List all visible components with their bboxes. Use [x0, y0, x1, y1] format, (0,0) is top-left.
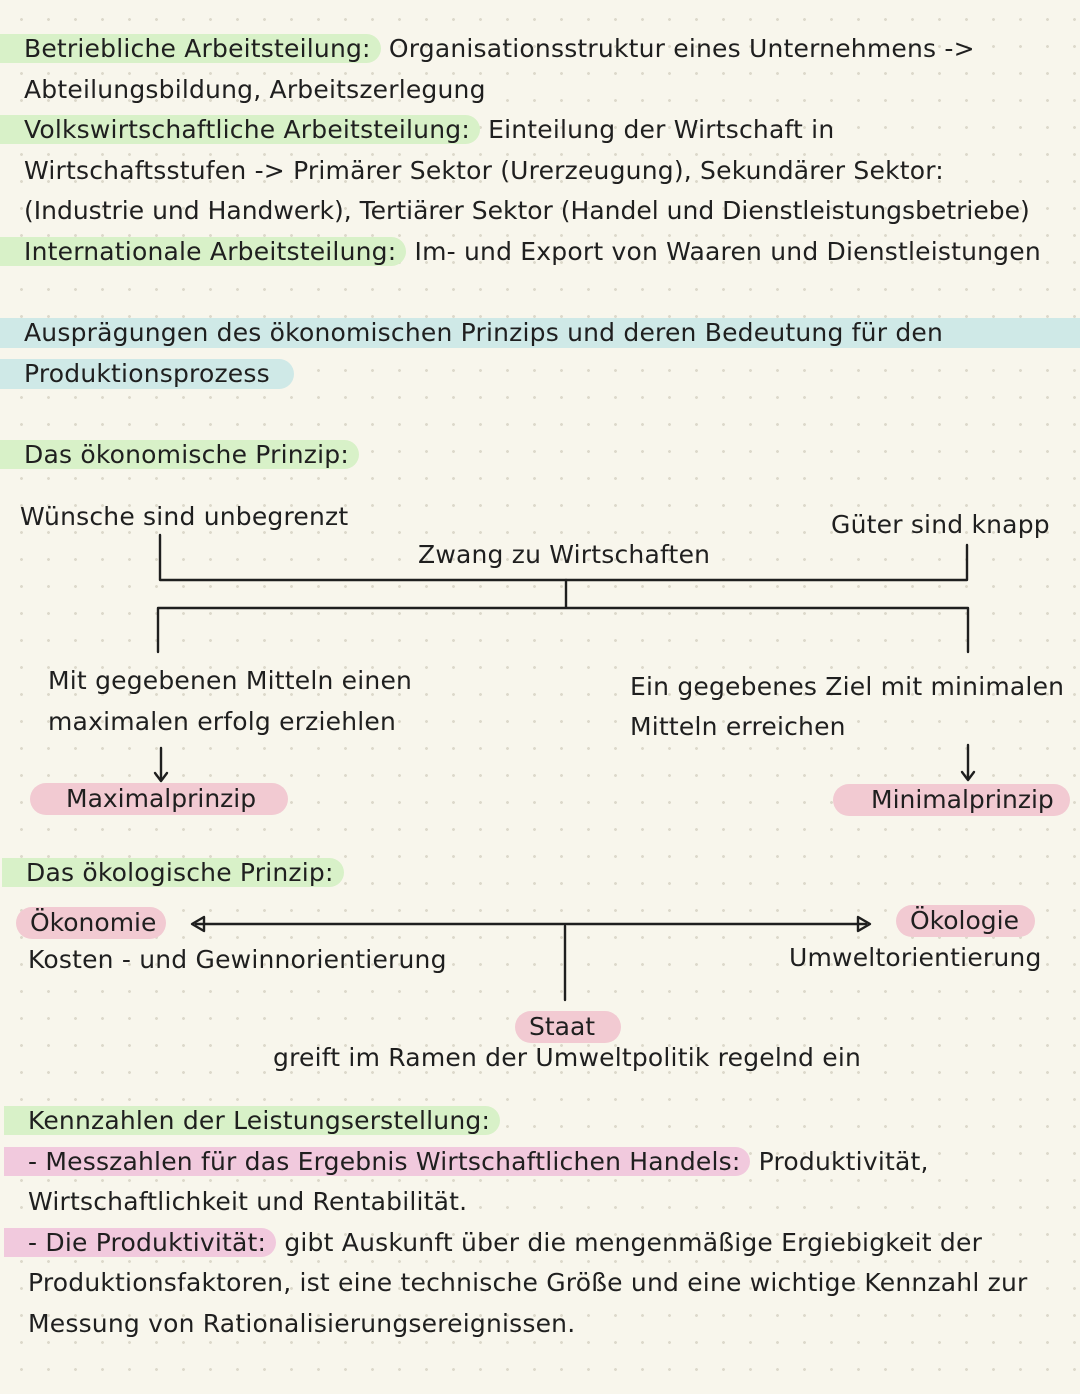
gueter-label: Güter sind knapp — [831, 510, 1050, 539]
kennzahlen-title: Kennzahlen der Leistungserstellung: — [4, 1106, 500, 1135]
oekonomisch-title: Das ökonomische Prinzip: — [0, 440, 359, 469]
staat-desc: greift im Ramen der Umweltpolitik regelnd ein — [273, 1043, 862, 1072]
minimalprinzip-label: Minimalprinzip — [833, 784, 1070, 816]
oekologie-desc: Umweltorientierung — [789, 943, 1042, 972]
zwang-label: Zwang zu Wirtschaften — [418, 540, 711, 569]
bottom-bracket-line — [158, 608, 968, 652]
text-internationale: Im- und Export von Waaren und Dienstleistungen — [406, 237, 1041, 266]
term-volkswirtschaftliche: Volkswirtschaftliche Arbeitsteilung: — [0, 115, 480, 144]
text-betriebliche: Organisationsstruktur eines Unternehmens -> — [380, 34, 975, 63]
text-messzahlen: Produktivität, — [750, 1147, 929, 1176]
text-volkswirtschaftliche: Einteilung der Wirtschaft in — [479, 115, 835, 144]
term-produktivitaet: - Die Produktivität: — [4, 1228, 276, 1257]
produktivitaet-line-2: Produktionsfaktoren, ist eine technische Größe und eine wichtige Kennzahl zur — [28, 1268, 1028, 1297]
maximal-desc-2: maximalen erfolg erziehlen — [48, 707, 397, 736]
sektoren-line-1: Wirtschaftsstufen -> Primärer Sektor (Urerzeugung), Sekundärer Sektor: — [24, 156, 944, 185]
wuensche-label: Wünsche sind unbegrenzt — [20, 502, 349, 531]
messzahlen-line-2: Wirtschaftlichkeit und Rentabilität. — [28, 1187, 468, 1216]
oekonomie-desc: Kosten - und Gewinnorientierung — [28, 945, 447, 974]
oekologisch-title: Das ökologische Prinzip: — [2, 858, 344, 887]
term-internationale: Internationale Arbeitsteilung: — [0, 237, 406, 266]
produktivitaet-line-3: Messung von Rationalisierungsereignissen. — [28, 1309, 576, 1338]
maximal-desc-1: Mit gegebenen Mitteln einen — [48, 666, 413, 695]
staat-label: Staat — [515, 1011, 621, 1043]
section-heading-line-1: Ausprägungen des ökonomischen Prinzips und deren Bedeutung für den — [24, 318, 944, 347]
oekonomie-label: Ökonomie — [16, 907, 166, 939]
minimal-desc-2: Mitteln erreichen — [630, 712, 846, 741]
betriebliche-line-2: Abteilungsbildung, Arbeitszerlegung — [24, 75, 486, 104]
term-betriebliche: Betriebliche Arbeitsteilung: — [0, 34, 381, 63]
minimal-desc-1: Ein gegebenes Ziel mit minimalen — [630, 672, 1065, 701]
maximalprinzip-label: Maximalprinzip — [30, 783, 288, 815]
section-heading-line-2: Produktionsprozess — [24, 359, 270, 388]
sektoren-line-2: (Industrie und Handwerk), Tertiärer Sektor (Handel und Dienstleistungsbetriebe) — [24, 196, 1030, 225]
text-produktivitaet: gibt Auskunft über die mengenmäßige Ergiebigkeit der — [276, 1228, 983, 1257]
term-messzahlen: - Messzahlen für das Ergebnis Wirtschaftlichen Handels: — [4, 1147, 750, 1176]
top-bracket-line — [160, 535, 967, 580]
oekologie-label: Ökologie — [896, 905, 1035, 937]
